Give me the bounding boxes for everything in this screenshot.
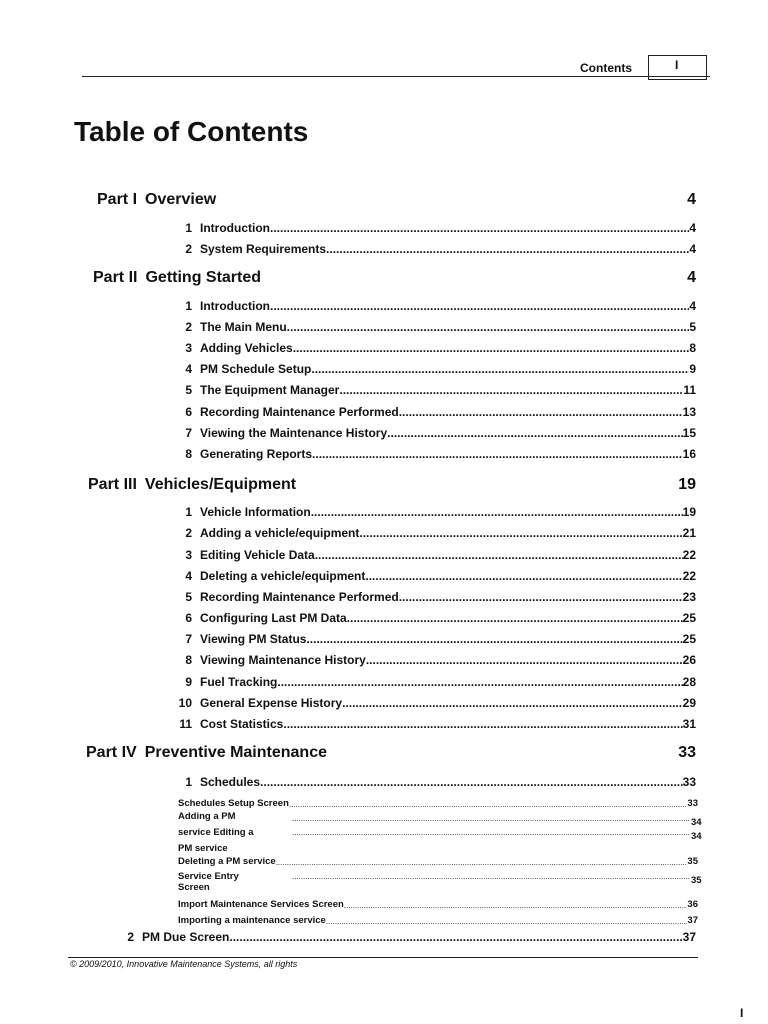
entry-number: 8 bbox=[185, 447, 192, 461]
entry-label: PM Schedule Setup bbox=[200, 362, 312, 376]
entry-page: 5 bbox=[689, 320, 696, 334]
entry-label: Recording Maintenance Performed bbox=[200, 405, 399, 419]
subentry-page: 34 bbox=[691, 817, 702, 828]
entry-number: 1 bbox=[185, 775, 192, 789]
part-number: Part IV bbox=[86, 744, 137, 761]
entry-label: Adding Vehicles bbox=[200, 341, 293, 355]
part-heading-2[interactable] bbox=[93, 269, 261, 287]
part-heading-3[interactable] bbox=[88, 476, 296, 494]
toc-entry[interactable] bbox=[150, 360, 696, 376]
subentry-label: Deleting a PM service bbox=[178, 856, 276, 867]
leader-dots bbox=[306, 632, 682, 646]
part-number: Part III bbox=[88, 476, 137, 493]
entry-number: 6 bbox=[185, 405, 192, 419]
toc-entry[interactable] bbox=[150, 339, 696, 355]
toc-entry[interactable] bbox=[150, 715, 696, 731]
leader-dots bbox=[347, 611, 683, 625]
toc-entry[interactable] bbox=[150, 318, 696, 334]
entry-number: 1 bbox=[185, 221, 192, 235]
leader-dots bbox=[399, 405, 683, 419]
entry-page: 29 bbox=[682, 696, 696, 710]
leader-dots bbox=[359, 526, 682, 540]
subentry-adding-label-2[interactable]: service Editing a bbox=[178, 827, 254, 838]
entry-label: Schedules bbox=[200, 775, 261, 789]
entry-page: 21 bbox=[682, 526, 696, 540]
leader-dots bbox=[277, 675, 682, 689]
entry-page: 26 bbox=[682, 653, 696, 667]
part-number: Part II bbox=[93, 269, 138, 286]
toc-subentry[interactable] bbox=[178, 795, 698, 809]
part-heading-1[interactable] bbox=[97, 191, 216, 209]
toc-entry[interactable] bbox=[150, 673, 696, 689]
entry-number: 10 bbox=[178, 696, 192, 710]
toc-entry[interactable] bbox=[150, 424, 696, 440]
toc-subentry[interactable] bbox=[178, 853, 698, 867]
header-title: Contents bbox=[580, 61, 632, 75]
part-title: Getting Started bbox=[145, 269, 262, 286]
leader-dots bbox=[276, 858, 688, 867]
part-number: Part I bbox=[97, 191, 138, 208]
toc-entry[interactable] bbox=[150, 567, 696, 583]
part-page-2: 4 bbox=[687, 269, 696, 286]
subentry-adding-label-1[interactable]: Adding a PM bbox=[178, 811, 236, 822]
entry-label: Introduction bbox=[200, 299, 270, 313]
subentry-service-entry-label-2[interactable]: Screen bbox=[178, 882, 210, 893]
entry-page: 37 bbox=[682, 930, 696, 944]
leader-dots bbox=[315, 548, 683, 562]
header-page-number: I bbox=[675, 58, 679, 72]
toc-entry[interactable] bbox=[150, 219, 696, 235]
entry-page: 4 bbox=[689, 242, 696, 256]
toc-entry[interactable] bbox=[150, 651, 696, 667]
entry-number: 2 bbox=[185, 320, 192, 334]
leader-dots bbox=[293, 341, 690, 355]
subentry-label: Schedules Setup Screen bbox=[178, 798, 289, 809]
entry-label: Viewing PM Status bbox=[200, 632, 307, 646]
toc-subentry[interactable] bbox=[178, 912, 698, 926]
part-page-3: 19 bbox=[678, 476, 696, 493]
entry-number: 1 bbox=[185, 299, 192, 313]
footer-rule bbox=[68, 957, 698, 958]
entry-label: Adding a vehicle/equipment bbox=[200, 526, 360, 540]
leader-dots bbox=[292, 814, 690, 823]
entry-number: 5 bbox=[185, 590, 192, 604]
leader-dots bbox=[326, 917, 688, 926]
leader-dots bbox=[399, 590, 683, 604]
entry-number: 9 bbox=[185, 675, 192, 689]
entry-page: 22 bbox=[682, 548, 696, 562]
entry-number: 3 bbox=[185, 548, 192, 562]
entry-page: 16 bbox=[682, 447, 696, 461]
subentry-label: Import Maintenance Services Screen bbox=[178, 899, 344, 910]
part-page-4: 33 bbox=[678, 744, 696, 761]
subentry-page: 37 bbox=[687, 915, 698, 926]
part-title: Vehicles/Equipment bbox=[144, 476, 297, 493]
leader-dots bbox=[366, 653, 683, 667]
header-rule bbox=[82, 76, 710, 77]
entry-label: Fuel Tracking bbox=[200, 675, 278, 689]
leader-dots bbox=[311, 505, 683, 519]
leader-dots bbox=[312, 447, 683, 461]
entry-page: 25 bbox=[682, 632, 696, 646]
entry-page: 8 bbox=[689, 341, 696, 355]
leader-dots bbox=[292, 828, 690, 837]
leader-dots bbox=[387, 426, 682, 440]
leader-dots bbox=[289, 800, 688, 809]
entry-number: 7 bbox=[185, 426, 192, 440]
entry-label: The Equipment Manager bbox=[200, 383, 340, 397]
entry-page: 13 bbox=[682, 405, 696, 419]
subentry-page: 35 bbox=[691, 875, 702, 886]
toc-entry[interactable] bbox=[150, 445, 696, 461]
leader-dots bbox=[365, 569, 682, 583]
entry-label: General Expense History bbox=[200, 696, 343, 710]
entry-page: 4 bbox=[689, 221, 696, 235]
toc-entry[interactable] bbox=[150, 588, 696, 604]
leader-dots bbox=[229, 930, 682, 944]
subentry-service-entry-label-1[interactable]: Service Entry bbox=[178, 871, 239, 882]
toc-entry[interactable] bbox=[150, 609, 696, 625]
leader-dots bbox=[292, 872, 690, 881]
toc-entry[interactable] bbox=[150, 773, 696, 789]
leader-dots bbox=[326, 242, 689, 256]
entry-label: System Requirements bbox=[200, 242, 327, 256]
leader-dots bbox=[342, 696, 683, 710]
entry-page: 15 bbox=[682, 426, 696, 440]
subentry-editing-label[interactable]: PM service bbox=[178, 843, 228, 854]
entry-page: 25 bbox=[682, 611, 696, 625]
entry-label: PM Due Screen bbox=[142, 930, 230, 944]
entry-page: 31 bbox=[682, 717, 696, 731]
entry-number: 5 bbox=[185, 383, 192, 397]
leader-dots bbox=[270, 221, 689, 235]
part-title: Overview bbox=[145, 191, 217, 208]
entry-label: Configuring Last PM Data bbox=[200, 611, 347, 625]
entry-number: 6 bbox=[185, 611, 192, 625]
entry-page: 9 bbox=[689, 362, 696, 376]
entry-number: 8 bbox=[185, 653, 192, 667]
subentry-page: 34 bbox=[691, 831, 702, 842]
toc-entry[interactable] bbox=[150, 403, 696, 419]
part-title: Preventive Maintenance bbox=[144, 744, 327, 761]
entry-label: Deleting a vehicle/equipment bbox=[200, 569, 366, 583]
entry-number: 3 bbox=[185, 341, 192, 355]
entry-label: The Main Menu bbox=[200, 320, 287, 334]
entry-label: Vehicle Information bbox=[200, 505, 311, 519]
subentry-page: 36 bbox=[687, 899, 698, 910]
subentry-page: 35 bbox=[687, 856, 698, 867]
entry-label: Cost Statistics bbox=[200, 717, 284, 731]
entry-page: 11 bbox=[683, 383, 696, 397]
leader-dots bbox=[283, 717, 682, 731]
entry-page: 22 bbox=[682, 569, 696, 583]
subentry-page: 33 bbox=[687, 798, 698, 809]
page-title: Table of Contents bbox=[74, 116, 309, 147]
toc-entry[interactable] bbox=[92, 928, 696, 944]
footer-copyright: © 2009/2010, Innovative Maintenance Systems, all rights bbox=[70, 959, 298, 969]
leader-dots bbox=[339, 383, 683, 397]
entry-number: 1 bbox=[185, 505, 192, 519]
entry-label: Editing Vehicle Data bbox=[200, 548, 315, 562]
entry-page: 33 bbox=[682, 775, 696, 789]
entry-number: 2 bbox=[185, 242, 192, 256]
entry-label: Generating Reports bbox=[200, 447, 313, 461]
leader-dots bbox=[287, 320, 690, 334]
entry-number: 7 bbox=[185, 632, 192, 646]
toc-entry[interactable] bbox=[150, 297, 696, 313]
entry-number: 2 bbox=[127, 930, 134, 944]
leader-dots bbox=[344, 901, 688, 910]
toc-entry[interactable] bbox=[150, 524, 696, 540]
toc-entry[interactable] bbox=[150, 546, 696, 562]
toc-entry[interactable] bbox=[150, 694, 696, 710]
leader-dots bbox=[311, 362, 689, 376]
toc-subentry[interactable] bbox=[178, 896, 698, 910]
part-page-1: 4 bbox=[687, 191, 696, 208]
entry-page: 23 bbox=[682, 590, 696, 604]
entry-label: Introduction bbox=[200, 221, 270, 235]
toc-entry[interactable] bbox=[150, 240, 696, 256]
header-page-box bbox=[648, 55, 707, 80]
entry-label: Viewing Maintenance History bbox=[200, 653, 366, 667]
footer-page-number: I bbox=[740, 1006, 744, 1020]
toc-entry[interactable] bbox=[150, 503, 696, 519]
entry-number: 11 bbox=[179, 717, 192, 731]
toc-entry[interactable] bbox=[150, 630, 696, 646]
entry-label: Viewing the Maintenance History bbox=[200, 426, 388, 440]
entry-page: 28 bbox=[682, 675, 696, 689]
entry-label: Recording Maintenance Performed bbox=[200, 590, 399, 604]
entry-number: 4 bbox=[185, 362, 192, 376]
leader-dots bbox=[260, 775, 683, 789]
entry-number: 4 bbox=[185, 569, 192, 583]
entry-page: 19 bbox=[682, 505, 696, 519]
entry-number: 2 bbox=[185, 526, 192, 540]
toc-entry[interactable] bbox=[150, 381, 696, 397]
leader-dots bbox=[270, 299, 689, 313]
entry-page: 4 bbox=[689, 299, 696, 313]
subentry-label: Importing a maintenance service bbox=[178, 915, 326, 926]
part-heading-4[interactable] bbox=[86, 744, 327, 762]
